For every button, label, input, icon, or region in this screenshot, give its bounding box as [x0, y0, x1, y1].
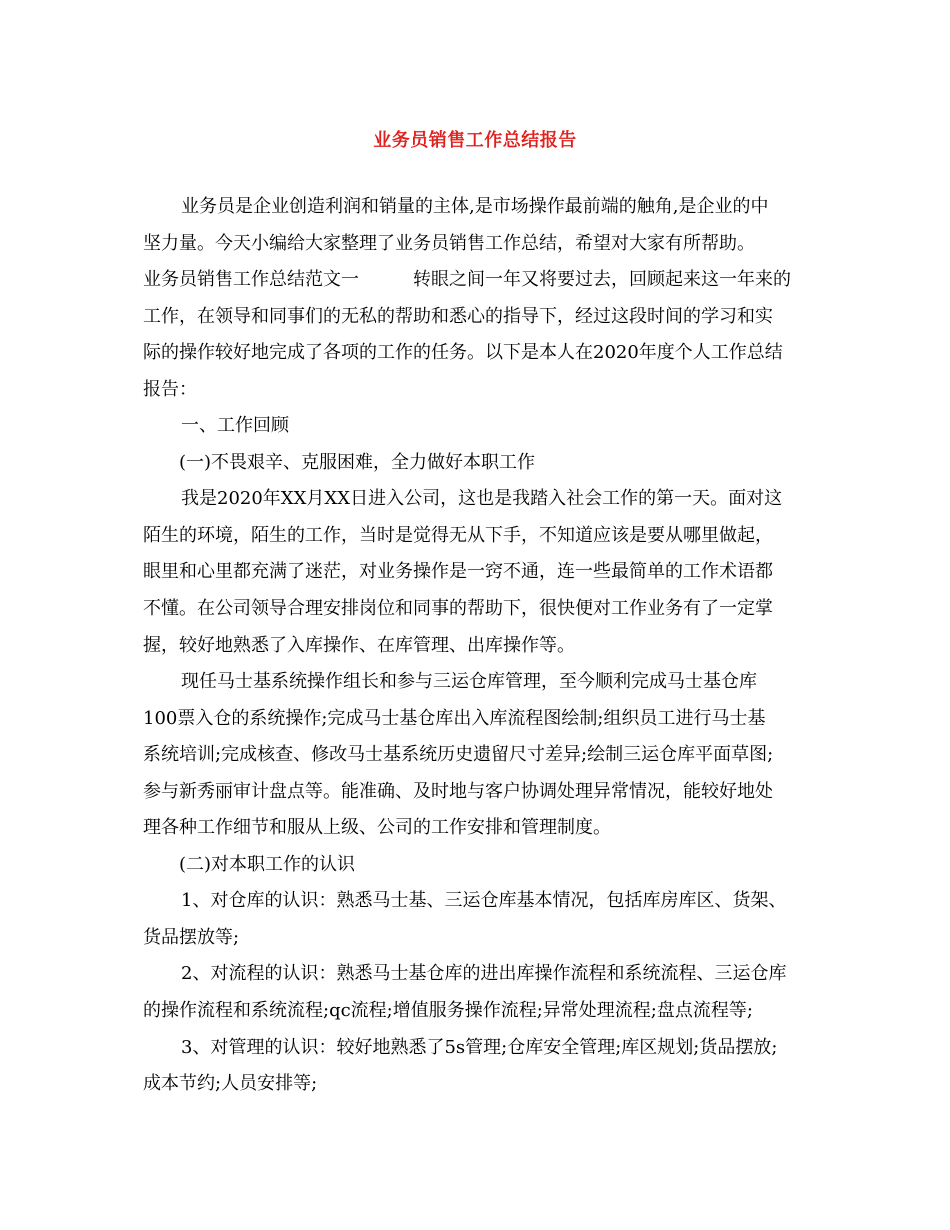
list-item: 3、对管理的认识：较好地熟悉了5s管理;仓库安全管理;库区规划;货品摆放;: [181, 1036, 778, 1058]
list-item-continuation: 成本节约;人员安排等;: [143, 1073, 318, 1095]
paragraph-line: 握，较好地熟悉了入库操作、在库管理、出库操作等。: [143, 634, 575, 656]
paragraph-line: 理各种工作细节和服从上级、公司的工作安排和管理制度。: [143, 817, 611, 839]
paragraph-line: 工作，在领导和同事们的无私的帮助和悉心的指导下，经过这段时间的学习和实: [143, 305, 773, 327]
list-item-continuation: 货品摆放等;: [143, 926, 240, 948]
paragraph-line: 我是2020年XX月XX日进入公司，这也是我踏入社会工作的第一天。面对这: [181, 488, 783, 510]
paragraph-line: 业务员是企业创造利润和销量的主体,是市场操作最前端的触角,是企业的中: [181, 196, 769, 217]
document-title: 业务员销售工作总结报告: [373, 130, 577, 151]
paragraph-line: 现任马士基系统操作组长和参与三运仓库管理，至今顺利完成马士基仓库: [181, 671, 757, 693]
list-item: 2、对流程的认识：熟悉马士基仓库的进出库操作流程和系统流程、三运仓库: [181, 963, 787, 985]
paragraph-line: 100票入仓的系统操作;完成马士基仓库出入库流程图绘制;组织员工进行马士基: [143, 707, 766, 729]
list-item: 1、对仓库的认识：熟悉马士基、三运仓库基本情况，包括库房库区、货架、: [181, 890, 787, 912]
subsection-heading: (一)不畏艰辛、克服困难，全力做好本职工作: [179, 451, 536, 473]
document-body: [143, 196, 813, 1110]
section-heading: 一、工作回顾: [181, 415, 289, 437]
paragraph-line: 参与新秀丽审计盘点等。能准确、及时地与客户协调处理异常情况，能较好地处: [143, 780, 773, 802]
paragraph-line: 业务员销售工作总结范文一 转眼之间一年又将要过去，回顾起来这一年来的: [143, 269, 791, 291]
list-item-continuation: 的操作流程和系统流程;qc流程;增值服务操作流程;异常处理流程;盘点流程等;: [143, 1000, 753, 1022]
paragraph-line: 报告：: [143, 378, 197, 400]
paragraph-line: 际的操作较好地完成了各项的工作的任务。以下是本人在2020年度个人工作总结: [143, 342, 783, 364]
subsection-heading: (二)对本职工作的认识: [179, 853, 356, 875]
paragraph-line: 不懂。在公司领导合理安排岗位和同事的帮助下，很快便对工作业务有了一定掌: [143, 598, 773, 620]
paragraph-line: 系统培训;完成核查、修改马士基系统历史遗留尺寸差异;绘制三运仓库平面草图;: [143, 744, 774, 766]
paragraph-line: 坚力量。今天小编给大家整理了业务员销售工作总结，希望对大家有所帮助。: [143, 232, 755, 254]
paragraph-line: 眼里和心里都充满了迷茫，对业务操作是一窍不通，连一些最简单的工作术语都: [143, 561, 773, 583]
paragraph-line: 陌生的环境，陌生的工作，当时是觉得无从下手，不知道应该是要从哪里做起，: [143, 524, 773, 546]
